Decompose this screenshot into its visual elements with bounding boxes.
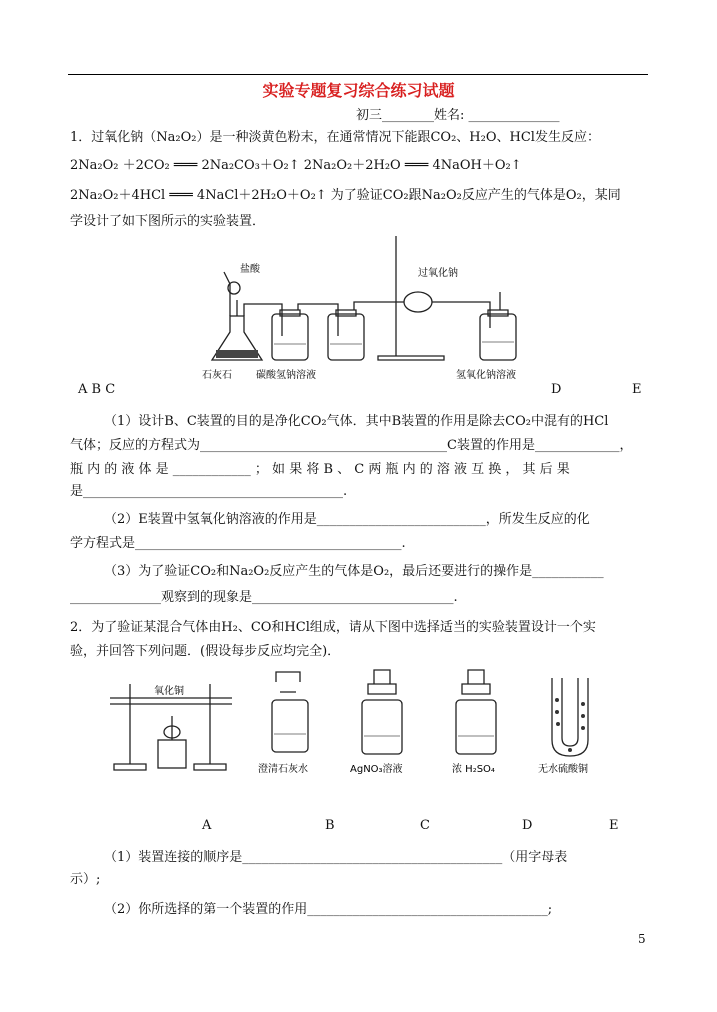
bottle-c-agno3 xyxy=(362,700,402,754)
drying-tube-d xyxy=(404,292,432,312)
q1-part3-line2: ______________观察到的现象是_______________________________. xyxy=(70,590,458,605)
q1-part3-line1: （3）为了验证CO₂和Na₂O₂反应产生的气体是O₂，最后还要进行的操作是___________ xyxy=(104,564,604,579)
q2-sub2-line1: （2）你所选择的第一个装置的作用_____________________________________; xyxy=(104,902,553,917)
q2-sub1-line2: 示）; xyxy=(70,872,101,887)
q2-intro-line1: 2．为了验证某混合气体由H₂、CO和HCl组成，请从下图中选择适当的实验装置设计一个实 xyxy=(70,620,596,635)
apparatus-letters-abc: A B C xyxy=(78,382,116,397)
bottle-c xyxy=(328,314,364,360)
q2-letter-e: E xyxy=(609,818,619,833)
label-nahco3: 碳酸氢钠溶液 xyxy=(256,370,316,381)
q2-letter-b: B xyxy=(325,818,335,833)
label-na2o2: 过氧化钠 xyxy=(418,268,458,279)
limestone-fill xyxy=(216,350,258,358)
label-h2so4: 浓 H₂SO₄ xyxy=(452,764,495,775)
funnel-stem xyxy=(224,272,230,316)
q1-part1-line2: 气体；反应的方程式为______________________________________C装置的作用是_____________， xyxy=(70,438,633,453)
q1-part2-line2: 学方程式是_________________________________________. xyxy=(70,536,406,551)
bottle-b-limewater xyxy=(272,700,308,752)
q2-sub1-line1: （1）装置连接的顺序是________________________________________（用字母表 xyxy=(104,850,568,865)
stand-base-d xyxy=(378,356,444,360)
page-title: 实验专题复习综合练习试题 xyxy=(262,81,455,100)
q2-letter-a: A xyxy=(202,818,212,833)
label-cuso4: 无水硫酸铜 xyxy=(538,764,588,775)
apparatus-letter-d: D xyxy=(551,382,562,397)
label-naoh: 氢氧化钠溶液 xyxy=(456,370,516,381)
class-name-line: 初三________姓名: ______________ xyxy=(356,108,560,123)
label-cuo: 氧化铜 xyxy=(154,686,184,697)
label-agno3: AgNO₃溶液 xyxy=(350,764,403,775)
top-rule xyxy=(68,74,648,75)
q1-equation-line-1: 2Na₂O₂ ＋2CO₂ ═══ 2Na₂CO₃＋O₂↑ 2Na₂O₂＋2H₂O ═══ 4NaOH＋O₂↑ xyxy=(70,158,522,173)
q2-letter-c: C xyxy=(420,818,430,833)
burner xyxy=(158,740,186,768)
q1-part1-line1: （1）设计B、C装置的目的是净化CO₂气体．其中B装置的作用是除去CO₂中混有的HCl xyxy=(104,414,609,429)
q1-intro: 1．过氧化钠（Na₂O₂）是一种淡黄色粉末，在通常情况下能跟CO₂、H₂O、HCl发生反应： xyxy=(70,130,600,145)
bottle-e xyxy=(480,314,516,360)
q2-letter-d: D xyxy=(522,818,533,833)
label-hcl: 盐酸 xyxy=(240,264,260,275)
label-limestone: 石灰石 xyxy=(202,370,232,381)
q1-part2-line1: （2）E装置中氢氧化钠溶液的作用是__________________________，所发生反应的化 xyxy=(104,512,590,527)
q1-part1-line3: 瓶 内 的 液 体 是 ____________ ； 如 果 将 B 、 C 两 瓶 内 的 溶 液 互 换 ， 其 后 果 xyxy=(70,462,570,477)
q1-intro-end: 学设计了如下图所示的实验装置． xyxy=(70,214,266,229)
q1-equation-line-2: 2Na₂O₂＋4HCl ═══ 4NaCl＋2H₂O＋O₂↑ 为了验证CO₂跟Na₂O₂反应产生的气体是O₂，某同 xyxy=(70,188,621,203)
bottle-d-h2so4 xyxy=(456,700,496,754)
apparatus-letter-e: E xyxy=(632,382,642,397)
q2-apparatus-figure xyxy=(100,660,630,780)
label-limewater: 澄清石灰水 xyxy=(258,764,308,775)
page-number: 5 xyxy=(638,932,646,946)
q1-part1-line4: 是________________________________________. xyxy=(70,484,348,499)
q1-apparatus-figure xyxy=(200,232,530,382)
bottle-b xyxy=(272,314,308,360)
q2-intro-line2: 验，并回答下列问题．(假设每步反应均完全)． xyxy=(70,644,341,659)
